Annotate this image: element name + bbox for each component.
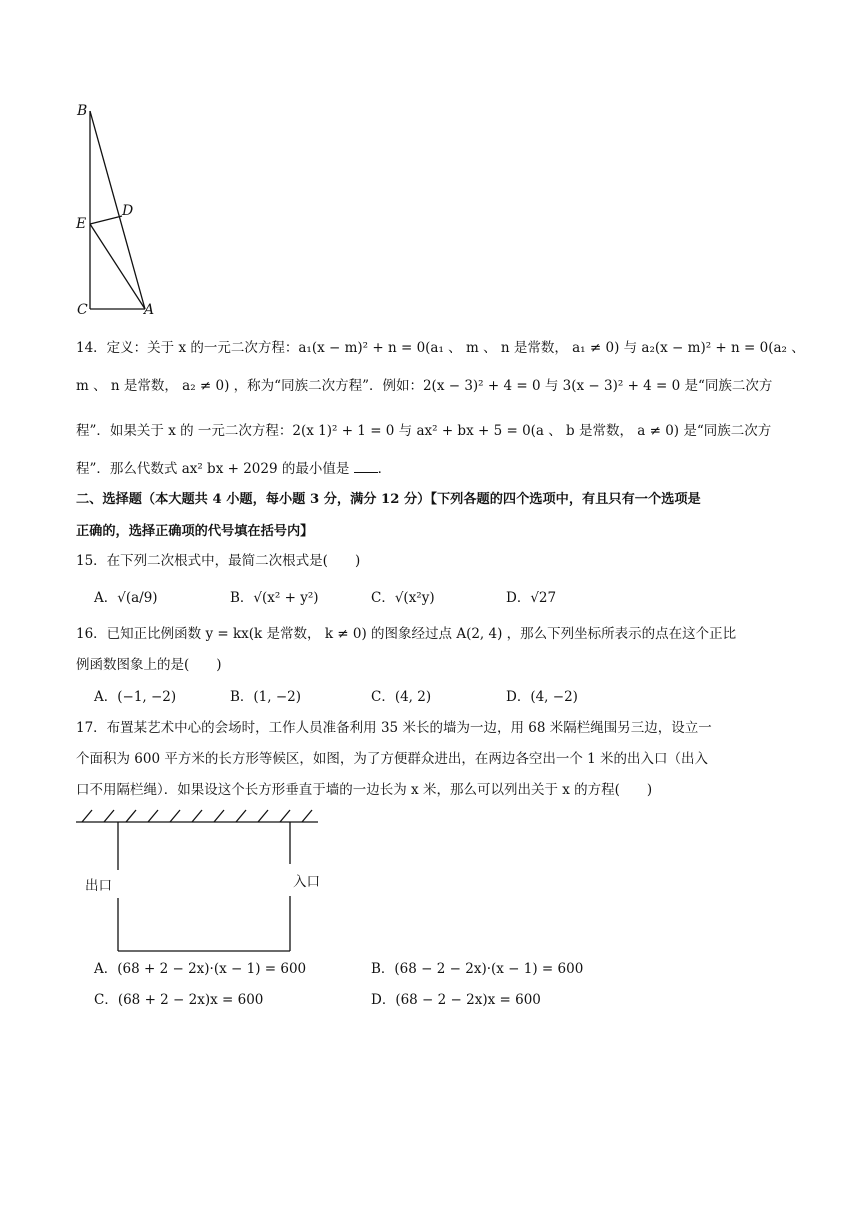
q14-line-4-text: 程”．那么代数式 ax² bx + 2029 的最小值是: [76, 461, 354, 477]
triangle-figure: [70, 96, 170, 322]
q15-option-c: C．√(x²y): [371, 590, 435, 606]
q14-line-2: m 、 n 是常数， a₂ ≠ 0) ，称为“同族二次方程”．例如：2(x − 3)² + 4 = 0 与 3(x − 3)² + 4 = 0 是“同族二次方: [76, 378, 773, 394]
q17-option-c: C．(68 + 2 − 2x)x = 600: [94, 992, 264, 1008]
segment-ea: [90, 224, 145, 309]
q16-option-b: B．(1, −2): [230, 689, 302, 705]
q17-line-1: 17．布置某艺术中心的会场时，工作人员准备利用 35 米长的墙为一边，用 68 米隔栏绳围另三边，设立一: [76, 720, 712, 736]
answer-blank: [354, 458, 378, 473]
q17-line-2: 个面积为 600 平方米的长方形等候区，如图，为了方便群众进出，在两边各空出一个 1 米的出入口（出入: [76, 751, 709, 767]
q17-option-d: D．(68 − 2 − 2x)x = 600: [371, 992, 541, 1008]
q17-option-a: A．(68 + 2 − 2x)·(x − 1) = 600: [94, 961, 307, 977]
q14-line-3: 程”．如果关于 x 的 一元二次方程：2(x 1)² + 1 = 0 与 ax² + bx + 5 = 0(a 、 b 是常数， a ≠ 0) 是“同族二次方: [76, 423, 772, 439]
exit-label: 出口: [85, 878, 112, 894]
q16-option-c: C．(4, 2): [371, 689, 432, 705]
segment-ed: [90, 216, 122, 224]
q16-option-a: A．(−1, −2): [94, 689, 177, 705]
q16-line-2: 例函数图象上的是( ): [76, 657, 222, 673]
q16-option-d: D．(4, −2): [506, 689, 578, 705]
section-2-heading-2: 正确的，选择正确项的代号填在括号内】: [76, 524, 314, 539]
q14-line-4: [76, 458, 391, 479]
q15-option-d: D．√27: [506, 590, 557, 606]
label-b: B: [77, 103, 88, 119]
section-2-heading-1: 二、选择题（本大题共 4 小题，每小题 3 分，满分 12 分）【下列各题的四个选项中，有且只有一个选项是: [76, 492, 701, 507]
segment-ba: [90, 111, 145, 309]
entrance-label: 入口: [293, 874, 320, 890]
q15-option-a: A．√(a/9): [94, 590, 158, 606]
wall-hatching: [82, 810, 312, 822]
q14-line-1: 14．定义：关于 x 的一元二次方程：a₁(x − m)² + n = 0(a₁ 、 m 、 n 是常数， a₁ ≠ 0) 与 a₂(x − m)² + n = 0(a₂ 、: [76, 340, 805, 356]
q15-option-b: B．√(x² + y²): [230, 590, 319, 606]
q14-line-4-end: ．: [377, 461, 392, 477]
q17-line-3: 口不用隔栏绳）．如果设这个长方形垂直于墙的一边长为 x 米，那么可以列出关于 x 的方程( ): [76, 782, 653, 798]
q16-line-1: 16．已知正比例函数 y = kx(k 是常数， k ≠ 0) 的图象经过点 A(2, 4) ，那么下列坐标所表示的点在这个正比: [76, 626, 737, 642]
label-c: C: [77, 302, 88, 318]
q17-option-b: B．(68 − 2 − 2x)·(x − 1) = 600: [371, 961, 584, 977]
label-a: A: [144, 302, 155, 318]
label-d: D: [122, 203, 134, 219]
label-e: E: [76, 216, 87, 232]
q15-stem: 15．在下列二次根式中，最简二次根式是( ): [76, 553, 361, 569]
